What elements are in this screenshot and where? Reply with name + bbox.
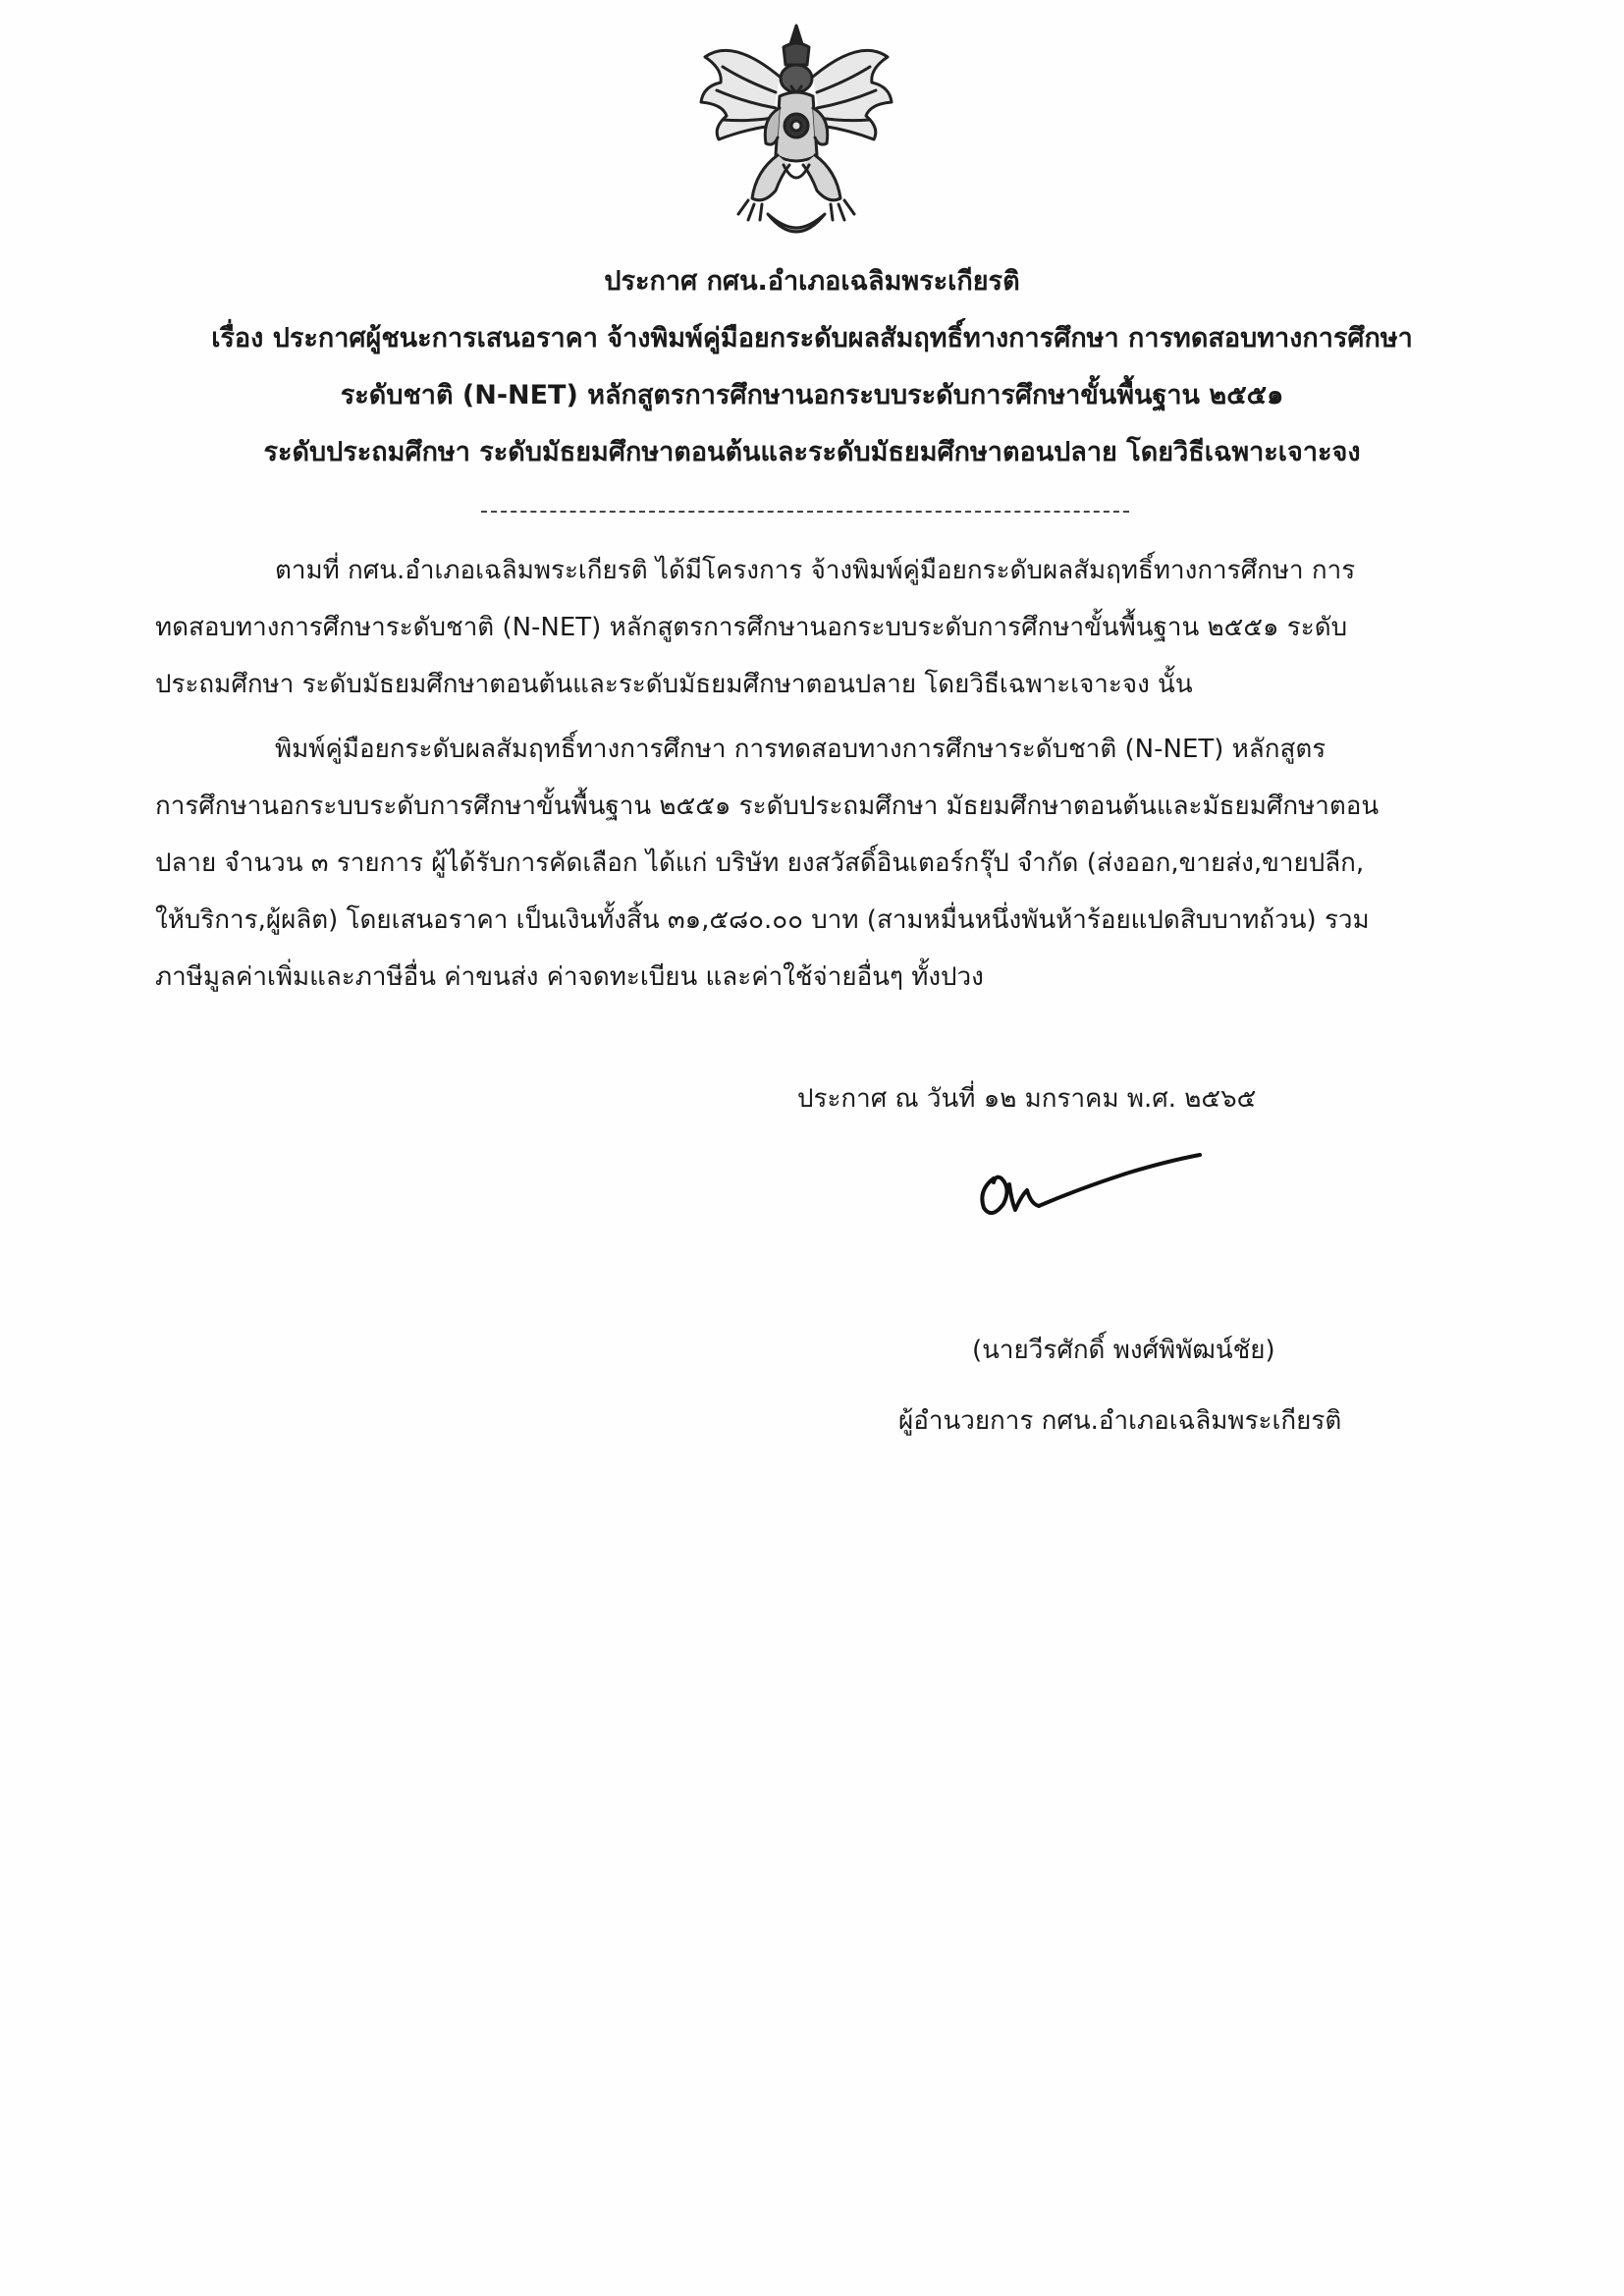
paragraph-2-line: ปลาย จำนวน ๓ รายการ ผู้ได้รับการคัดเลือก ได้แก่ บริษัท ยงสวัสดิ์อินเตอร์กรุ๊ป จำกัด (ส่งออก,ขายส่ง,ขายปลีก,: [155, 848, 1365, 878]
paragraph-1-line: ทดสอบทางการศึกษาระดับชาติ (N-NET) หลักสูตรการศึกษานอกระบบระดับการศึกษาขั้นพื้นฐาน ๒๕๕๑ ระดับ: [155, 613, 1348, 642]
handwritten-signature-icon: [972, 1139, 1208, 1228]
heading-subject-line-2: ระดับชาติ (N-NET) หลักสูตรการศึกษานอกระบบระดับการศึกษาขั้นพื้นฐาน ๒๕๕๑: [340, 380, 1284, 410]
announcement-heading: [118, 253, 1506, 481]
signer-title: ผู้อำนวยการ กศน.อำเภอเฉลิมพระเกียรติ: [898, 1406, 1342, 1436]
heading-subject-line-3: ระดับประถมศึกษา ระดับมัธยมศึกษาตอนต้นและระดับมัธยมศึกษาตอนปลาย โดยวิธีเฉพาะเจาะจง: [263, 437, 1361, 467]
paragraph-2-line: ให้บริการ,ผู้ผลิต) โดยเสนอราคา เป็นเงินทั้งสิ้น ๓๑,๕๘๐.๐๐ บาท (สามหมื่นหนึ่งพันห้าร้อยแปดสิบบาทถ้วน) รวม: [155, 905, 1370, 935]
paragraph-1-line: ตามที่ กศน.อำเภอเฉลิมพระเกียรติ ได้มีโครงการ จ้างพิมพ์คู่มือยกระดับผลสัมฤทธิ์ทางการศึกษา การ: [275, 556, 1356, 585]
body-paragraph-1: [155, 542, 1481, 713]
paragraph-2-line: ภาษีมูลค่าเพิ่มและภาษีอื่น ค่าขนส่ง ค่าจดทะเบียน และค่าใช้จ่ายอื่นๆ ทั้งปวง: [155, 962, 984, 992]
heading-title: ประกาศ กศน.อำเภอเฉลิมพระเกียรติ: [604, 266, 1020, 297]
heading-subject-line-1: เรื่อง ประกาศผู้ชนะการเสนอราคา จ้างพิมพ์คู่มือยกระดับผลสัมฤทธิ์ทางการศึกษา การทดสอบทางการศึกษา: [211, 323, 1413, 354]
paragraph-2-line: การศึกษานอกระบบระดับการศึกษาขั้นพื้นฐาน ๒๕๕๑ ระดับประถมศึกษา มัธยมศึกษาตอนต้นและมัธยมศึกษาตอน: [155, 792, 1380, 821]
garuda-emblem-icon: [693, 18, 899, 253]
paragraph-2-line: พิมพ์คู่มือยกระดับผลสัมฤทธิ์ทางการศึกษา การทดสอบทางการศึกษาระดับชาติ (N-NET) หลักสูตร: [275, 735, 1326, 764]
dashed-separator: [481, 511, 1129, 513]
body-paragraph-2: [155, 721, 1481, 1006]
signer-name: (นายวีรศักดิ์ พงศ์พิพัฒน์ชัย): [972, 1336, 1275, 1365]
announcement-date: ประกาศ ณ วันที่ ๑๒ มกราคม พ.ศ. ๒๕๖๕: [797, 1084, 1257, 1114]
paragraph-1-line: ประถมศึกษา ระดับมัธยมศึกษาตอนต้นและระดับมัธยมศึกษาตอนปลาย โดยวิธีเฉพาะเจาะจง นั้น: [155, 670, 1193, 699]
